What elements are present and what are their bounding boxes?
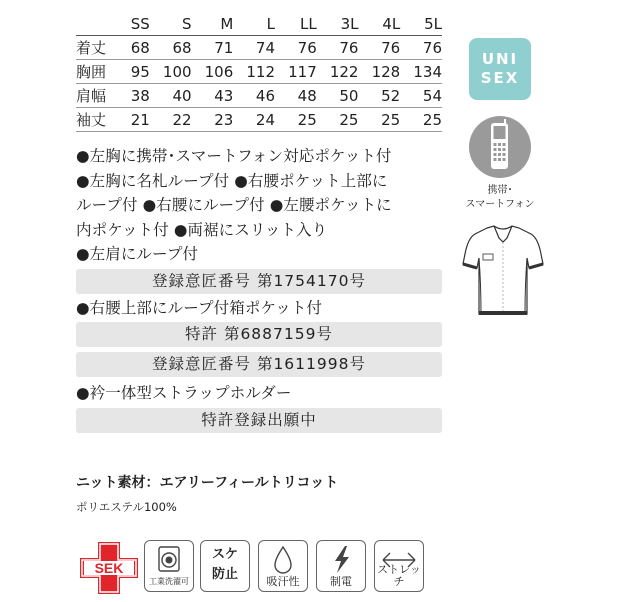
phone-caption-line: 携帯･ xyxy=(487,185,513,196)
unisex-line: UNI xyxy=(481,50,519,68)
stretch-label: ストレッチ xyxy=(377,563,421,588)
table-cell: 100 xyxy=(150,60,192,84)
unisex-badge xyxy=(469,38,531,100)
table-cell: 112 xyxy=(233,60,275,84)
anti-see-through-badge xyxy=(200,540,250,592)
table-cell: 25 xyxy=(275,108,317,132)
row-label: 袖丈 xyxy=(76,108,122,132)
industrial-wash-label: 工業洗濯可 xyxy=(149,577,189,586)
table-cell: 76 xyxy=(400,36,442,60)
table-cell: 68 xyxy=(150,36,192,60)
table-cell: 48 xyxy=(275,84,317,108)
row-label: 着丈 xyxy=(76,36,122,60)
stretch-badge xyxy=(374,540,424,592)
size-header-cell: 3L xyxy=(317,12,359,36)
sek-mark-icon xyxy=(78,540,140,596)
row-label: 肩幅 xyxy=(76,84,122,108)
size-row-sleeve xyxy=(76,108,442,132)
material-title: ニット素材：エアリーフィールトリコット xyxy=(76,475,339,491)
size-table xyxy=(76,12,442,132)
feature-line: ●衿一体型ストラップホルダー xyxy=(76,384,292,402)
table-cell: 25 xyxy=(358,108,400,132)
sweat-absorbent-badge xyxy=(258,540,308,592)
table-cell: 134 xyxy=(400,60,442,84)
patent-pending-box: 特許登録出願中 xyxy=(76,408,442,433)
unisex-line: SEX xyxy=(480,69,520,87)
table-cell: 25 xyxy=(317,108,359,132)
feature-line: ●左肩にループ付 xyxy=(76,245,199,263)
size-row-length xyxy=(76,36,442,60)
size-header-cell: 4L xyxy=(358,12,400,36)
sweat-absorbent-label: 吸汗性 xyxy=(266,575,300,588)
feature-line: ●右腰上部にループ付箱ポケット付 xyxy=(76,298,323,317)
table-cell: 74 xyxy=(233,36,275,60)
feature-line: ●左胸に携帯･スマートフォン対応ポケット付 xyxy=(76,147,392,165)
design-registration-box: 登録意匠番号 第1754170号 xyxy=(76,269,442,294)
phone-caption xyxy=(456,184,544,212)
size-header-cell: LL xyxy=(275,12,317,36)
feature-list xyxy=(76,144,446,435)
antistatic-label: 制電 xyxy=(330,575,352,588)
table-cell: 40 xyxy=(150,84,192,108)
size-row-chest xyxy=(76,60,442,84)
table-cell: 117 xyxy=(275,60,317,84)
table-cell: 52 xyxy=(358,84,400,108)
table-cell: 22 xyxy=(150,108,192,132)
size-row-shoulder xyxy=(76,84,442,108)
table-cell: 43 xyxy=(192,84,234,108)
table-cell: 128 xyxy=(358,60,400,84)
sek-label: SEK xyxy=(94,560,124,576)
feature-line: ●左胸に名札ループ付 ●右腰ポケット上部に xyxy=(76,171,388,190)
table-cell: 21 xyxy=(122,108,150,132)
table-cell: 122 xyxy=(317,60,359,84)
feature-line: 内ポケット付 ●両裾にスリット入り xyxy=(76,220,328,239)
size-header-cell: S xyxy=(150,12,192,36)
anti-see-through-line: スケ xyxy=(211,547,238,562)
size-header-row xyxy=(76,12,442,36)
feature-line: ループ付 ●右腰にループ付 ●左腰ポケットに xyxy=(76,196,392,214)
table-cell: 71 xyxy=(192,36,234,60)
table-cell: 68 xyxy=(122,36,150,60)
anti-see-through-line: 防止 xyxy=(211,567,238,582)
table-cell: 25 xyxy=(400,108,442,132)
table-cell: 76 xyxy=(317,36,359,60)
industrial-wash-badge xyxy=(144,540,194,592)
table-cell: 95 xyxy=(122,60,150,84)
mobile-phone-badge xyxy=(469,116,531,178)
table-cell: 50 xyxy=(317,84,359,108)
table-cell: 46 xyxy=(233,84,275,108)
size-header-cell: M xyxy=(192,12,234,36)
anti-see-through-label xyxy=(201,545,249,585)
mobile-phone-icon xyxy=(469,116,531,178)
size-header-cell: L xyxy=(233,12,275,36)
table-cell: 38 xyxy=(122,84,150,108)
table-cell: 23 xyxy=(192,108,234,132)
row-label: 胸囲 xyxy=(76,60,122,84)
design-registration-box: 登録意匠番号 第1611998号 xyxy=(76,352,442,377)
phone-caption-line: スマートフォン xyxy=(465,199,535,210)
table-cell: 24 xyxy=(233,108,275,132)
table-cell: 76 xyxy=(358,36,400,60)
size-header-cell: 5L xyxy=(400,12,442,36)
material-composition: ポリエステル100% xyxy=(76,500,177,514)
table-cell: 54 xyxy=(400,84,442,108)
size-header-cell: SS xyxy=(122,12,150,36)
garment-illustration xyxy=(461,224,545,320)
patent-box: 特許 第6887159号 xyxy=(76,322,442,347)
table-cell: 106 xyxy=(192,60,234,84)
size-header-corner xyxy=(76,12,122,36)
antistatic-badge xyxy=(316,540,366,592)
table-cell: 76 xyxy=(275,36,317,60)
